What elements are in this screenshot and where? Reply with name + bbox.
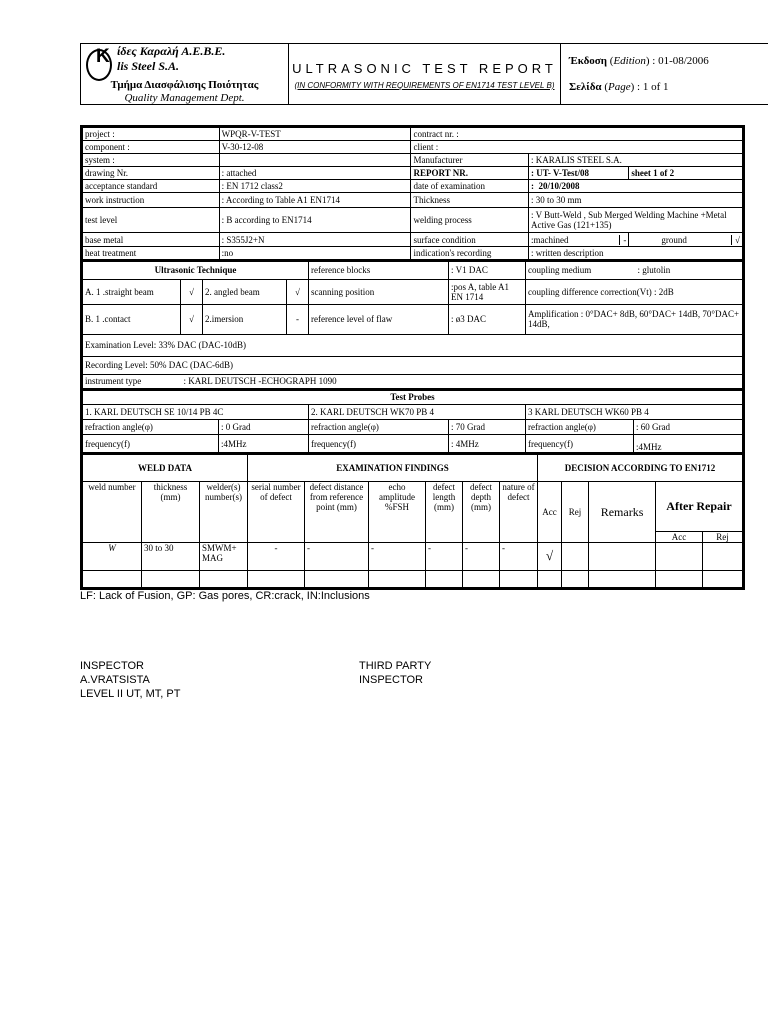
acceptance-value: : EN 1712 class2 bbox=[219, 180, 411, 193]
straight-beam-check: √ bbox=[181, 279, 203, 304]
angled-beam-label: 2. angled beam bbox=[203, 279, 287, 304]
decision-heading: DECISION ACCORDING TO EN1712 bbox=[538, 454, 743, 481]
scanning-position-value: :pos A, table A1 EN 1714 bbox=[449, 279, 526, 304]
work-instruction-label: work instruction bbox=[83, 193, 220, 208]
row-thickness: 30 to 30 bbox=[142, 542, 200, 570]
immersion-label: 2.imersion bbox=[203, 304, 287, 334]
row-remarks bbox=[589, 542, 656, 570]
indications-value: : written description bbox=[528, 247, 742, 260]
probe-2-angle: : 70 Grad bbox=[449, 420, 526, 435]
coupling-medium: coupling medium : glutolin bbox=[526, 261, 743, 279]
reference-level-value: : ø3 DAC bbox=[449, 304, 526, 334]
thickness-value: : 30 to 30 mm bbox=[528, 193, 742, 208]
row-distance: - bbox=[305, 542, 369, 570]
findings-heading: EXAMINATION FINDINGS bbox=[248, 454, 538, 481]
col-distance: defect distance from reference point (mm) bbox=[305, 481, 369, 542]
row-depth: - bbox=[463, 542, 500, 570]
technique-heading: Ultrasonic Technique bbox=[83, 261, 309, 279]
test-level-label: test level bbox=[83, 208, 220, 233]
row-weld: W bbox=[83, 542, 142, 570]
contact-label: B. 1 .contact bbox=[83, 304, 181, 334]
welding-process-label: welding process bbox=[411, 208, 529, 233]
col-length: defect length (mm) bbox=[426, 481, 463, 542]
col-weld-number: weld number bbox=[83, 481, 142, 542]
welding-process-value: : V Butt-Weld , Sub Merged Welding Machine +Metal Active Gas (121+135) bbox=[528, 208, 742, 233]
reference-blocks-label: reference blocks bbox=[309, 261, 449, 279]
row-acc-after bbox=[656, 542, 703, 570]
drawing-value: : attached bbox=[219, 167, 411, 180]
coupling-difference: coupling difference correction(Vt) : 2dB bbox=[526, 279, 743, 304]
row-rej-after bbox=[703, 542, 743, 570]
technique-table bbox=[82, 260, 743, 389]
recording-level: Recording Level: 50% DAC (DAC-6dB) bbox=[83, 356, 743, 374]
surface-ground: ground √ bbox=[629, 233, 743, 247]
probe-2: 2. KARL DEUTSCH WK70 PB 4 bbox=[309, 405, 526, 420]
probe-2-freq: : 4MHz bbox=[449, 435, 526, 453]
reference-level-label: reference level of flaw bbox=[309, 304, 449, 334]
test-level-value: : B according to EN1714 bbox=[219, 208, 411, 233]
third-party-title: THIRD PARTY bbox=[359, 660, 432, 672]
results-table bbox=[82, 453, 743, 588]
table-row bbox=[83, 570, 743, 587]
inspector-block bbox=[80, 659, 180, 701]
probe-3-angle: : 60 Grad bbox=[634, 420, 743, 435]
client-label: client : bbox=[411, 141, 743, 154]
col-acc-after: Acc bbox=[656, 531, 703, 542]
col-acc: Acc bbox=[538, 481, 562, 542]
probe-3: 3 KARL DEUTSCH WK60 PB 4 bbox=[526, 405, 743, 420]
heat-treatment-value: :no bbox=[219, 247, 411, 260]
sheet-value: sheet 1 of 2 bbox=[629, 167, 743, 180]
col-welders: welder(s) number(s) bbox=[200, 481, 248, 542]
probe-3-angle-label: refraction angle(φ) bbox=[526, 420, 634, 435]
company-name-greek: ίδες Καραλή Α.Ε.Β.Ε. bbox=[117, 44, 226, 58]
report-title: ULTRASONIC TEST REPORT bbox=[292, 61, 557, 76]
edition-line: Έκδοση (Edition) : 01-08/2006 bbox=[569, 55, 709, 67]
probe-3-freq-label: frequency(f) bbox=[526, 435, 634, 453]
after-repair-heading: After Repair bbox=[656, 481, 743, 531]
col-rej: Rej bbox=[562, 481, 589, 542]
probe-3-freq: :4MHz bbox=[634, 435, 743, 453]
title-block bbox=[289, 44, 561, 105]
exam-date-value: : 20/10/2008 bbox=[528, 180, 742, 193]
probe-1: 1. KARL DEUTSCH SE 10/14 PB 4C bbox=[83, 405, 309, 420]
surface-label: surface condition bbox=[411, 233, 529, 247]
dept-name-english: Quality Management Dept. bbox=[124, 92, 245, 104]
inspector-name: A.VRATSISTA bbox=[80, 674, 150, 686]
work-instruction-value: : According to Table A1 EN1714 bbox=[219, 193, 411, 208]
row-acc-check: √ bbox=[538, 542, 562, 570]
scanning-position-label: scanning position bbox=[309, 279, 449, 304]
inspector-title: INSPECTOR bbox=[80, 660, 144, 672]
col-thickness: thickness (mm) bbox=[142, 481, 200, 542]
system-label: system : bbox=[83, 154, 220, 167]
straight-beam-label: A. 1 .straight beam bbox=[83, 279, 181, 304]
heat-treatment-label: heat treatment bbox=[83, 247, 220, 260]
info-table bbox=[82, 127, 743, 260]
component-label: component : bbox=[83, 141, 220, 154]
third-party-inspector: INSPECTOR bbox=[359, 674, 423, 686]
system-value bbox=[219, 154, 411, 167]
surface-check-mark: √ bbox=[731, 235, 740, 245]
edition-block bbox=[561, 44, 768, 105]
instrument-type: instrument type : KARL DEUTSCH -ECHOGRAPH 1090 bbox=[83, 374, 743, 388]
row-length: - bbox=[426, 542, 463, 570]
third-party-block bbox=[359, 659, 431, 687]
manufacturer-label: Manufacturer bbox=[411, 154, 529, 167]
company-name-english: lis Steel S.A. bbox=[117, 59, 180, 73]
contact-check: √ bbox=[181, 304, 203, 334]
base-metal-value: : S355J2+N bbox=[219, 233, 411, 247]
col-remarks: Remarks bbox=[589, 481, 656, 542]
company-logo: K bbox=[86, 49, 112, 81]
manufacturer-value: : KARALIS STEEL S.A. bbox=[528, 154, 742, 167]
probe-1-freq-label: frequency(f) bbox=[83, 435, 219, 453]
probes-heading: Test Probes bbox=[83, 390, 743, 405]
inspector-level: LEVEL II UT, MT, PT bbox=[80, 688, 181, 700]
company-block bbox=[81, 44, 289, 105]
project-value: WPQR-V-TEST bbox=[219, 128, 411, 141]
row-rej bbox=[562, 542, 589, 570]
row-welders: SMWM+ MAG bbox=[200, 542, 248, 570]
probe-1-angle: : 0 Grad bbox=[219, 420, 309, 435]
report-header bbox=[80, 43, 768, 105]
dept-name-greek: Τμήμα Διασφάλισης Ποιότητας bbox=[110, 79, 259, 91]
amplification: Amplification : 0°DAC+ 8dB, 60°DAC+ 14dB, 70°DAC+ 14dB, bbox=[526, 304, 743, 334]
surface-value: :machined - bbox=[528, 233, 628, 247]
defect-legend: LF: Lack of Fusion, GP: Gas pores, CR:crack, IN:Inclusions bbox=[80, 590, 370, 602]
report-form bbox=[80, 125, 745, 590]
indications-label: indication's recording bbox=[411, 247, 529, 260]
weld-data-heading: WELD DATA bbox=[83, 454, 248, 481]
drawing-label: drawing Nr. bbox=[83, 167, 220, 180]
col-echo: echo amplitude %FSH bbox=[369, 481, 426, 542]
project-label: project : bbox=[83, 128, 220, 141]
reference-blocks-value: : V1 DAC bbox=[449, 261, 526, 279]
acceptance-label: acceptance standard bbox=[83, 180, 220, 193]
probe-2-angle-label: refraction angle(φ) bbox=[309, 420, 449, 435]
probe-1-freq: :4MHz bbox=[219, 435, 309, 453]
probe-1-angle-label: refraction angle(φ) bbox=[83, 420, 219, 435]
angled-beam-check: √ bbox=[287, 279, 309, 304]
contract-label: contract nr. : bbox=[411, 128, 743, 141]
col-nature: nature of defect bbox=[500, 481, 538, 542]
table-row bbox=[83, 542, 743, 570]
report-nr-value: : UT- V-Test/08 bbox=[528, 167, 628, 180]
probes-table bbox=[82, 389, 743, 454]
col-rej-after: Rej bbox=[703, 531, 743, 542]
page-line: Σελίδα (Page) : 1 of 1 bbox=[569, 81, 669, 93]
row-echo: - bbox=[369, 542, 426, 570]
base-metal-label: base metal bbox=[83, 233, 220, 247]
component-value: V-30-12-08 bbox=[219, 141, 411, 154]
probe-2-freq-label: frequency(f) bbox=[309, 435, 449, 453]
thickness-label: Thickness bbox=[411, 193, 529, 208]
exam-date-label: date of examination bbox=[411, 180, 529, 193]
col-serial: serial number of defect bbox=[248, 481, 305, 542]
report-nr-label: REPORT NR. bbox=[411, 167, 529, 180]
immersion-mark: - bbox=[287, 304, 309, 334]
row-nature: - bbox=[500, 542, 538, 570]
row-serial: - bbox=[248, 542, 305, 570]
report-subtitle: (IN CONFORMITY WITH REQUIREMENTS OF EN1714 TEST LEVEL B) bbox=[294, 81, 555, 90]
examination-level: Examination Level: 33% DAC (DAC-10dB) bbox=[83, 334, 743, 356]
col-depth: defect depth (mm) bbox=[463, 481, 500, 542]
